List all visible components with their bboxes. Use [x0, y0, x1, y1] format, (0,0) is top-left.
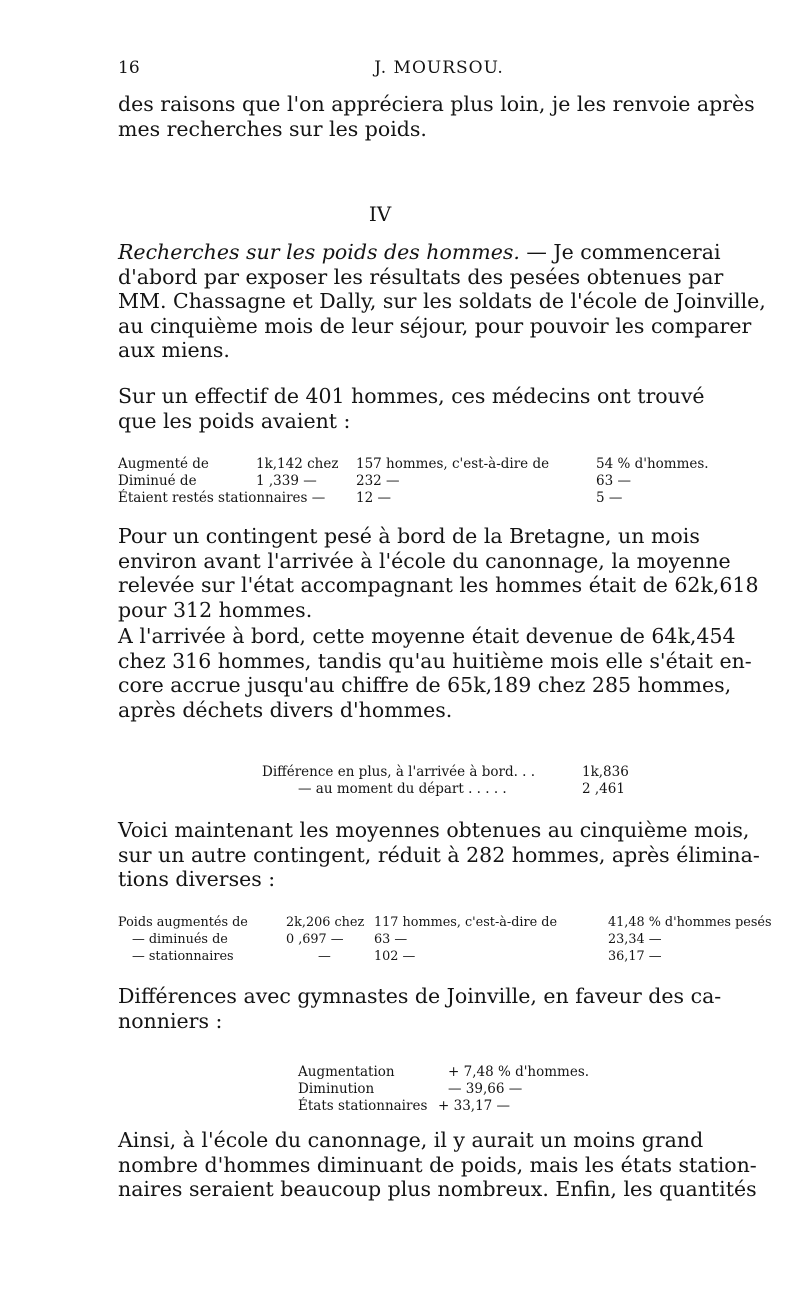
- table-cell: Étaient restés stationnaires —: [118, 490, 326, 506]
- table-row: [118, 473, 778, 490]
- table-row: [118, 914, 778, 931]
- weight-table-2: [118, 914, 778, 965]
- table-cell: Poids augmentés de: [118, 915, 248, 930]
- text-line: environ avant l'arrivée à l'école du canonnage, la moyenne: [118, 548, 731, 573]
- table-cell: 0 ,697 —: [286, 932, 344, 947]
- table-row: [118, 456, 778, 473]
- table-cell: 5 —: [596, 490, 623, 506]
- table-row: [298, 1064, 638, 1081]
- table-cell: + 7,48 % d'hommes.: [448, 1064, 590, 1080]
- weight-table-1: [118, 456, 778, 507]
- section-paragraph: [118, 240, 766, 363]
- intro-paragraph: [118, 92, 760, 141]
- table-cell: 54 % d'hommes.: [596, 456, 709, 472]
- table-cell: 2 ,461: [582, 781, 625, 797]
- text-line: au cinquième mois de leur séjour, pour pouvoir les comparer: [118, 313, 752, 338]
- text-line: nombre d'hommes diminuant de poids, mais les états station-: [118, 1152, 757, 1177]
- table-row: [118, 931, 778, 948]
- text-line: [118, 240, 760, 265]
- table-cell: Différence en plus, à l'arrivée à bord. . .: [262, 764, 536, 780]
- text-line: Voici maintenant les moyennes obtenues au cinquième mois,: [118, 818, 750, 842]
- table-cell: 23,34 —: [608, 932, 662, 947]
- text-line: que les poids avaient :: [118, 408, 351, 433]
- table-row: [118, 948, 778, 965]
- table-cell: 1 ,339 —: [256, 473, 317, 489]
- paragraph: [118, 984, 760, 1033]
- table-cell: États stationnaires: [298, 1098, 428, 1114]
- table-cell: 12 —: [356, 490, 391, 506]
- table-cell: 117 hommes, c'est-à-dire de: [374, 915, 558, 930]
- text-line: tions diverses :: [118, 867, 276, 891]
- text-line: après déchets divers d'hommes.: [118, 697, 453, 722]
- table-cell: 157 hommes, c'est-à-dire de: [356, 456, 550, 472]
- table-cell: Augmenté de: [118, 456, 209, 472]
- running-title: J. MOURSOU.: [374, 58, 504, 78]
- table-cell: Augmentation: [298, 1064, 395, 1080]
- table-cell: Diminué de: [118, 473, 197, 489]
- table-row: [262, 781, 702, 798]
- section-title: Recherches sur les poids des hommes.: [118, 240, 520, 264]
- page-number: 16: [118, 58, 140, 78]
- paragraph: [118, 524, 760, 622]
- table-row: [118, 490, 778, 507]
- text-line: relevée sur l'état accompagnant les hommes était de 62k,618: [118, 573, 759, 597]
- table-cell: 36,17 —: [608, 949, 662, 964]
- text-line: core accrue jusqu'au chiffre de 65k,189 chez 285 hommes,: [118, 673, 732, 697]
- text-line: MM. Chassagne et Dally, sur les soldats de l'école de Joinville,: [118, 289, 766, 313]
- text-line: chez 316 hommes, tandis qu'au huitième mois elle s'était en-: [118, 648, 752, 673]
- table-cell: — diminués de: [132, 932, 228, 947]
- paragraph: [118, 1128, 760, 1202]
- table-cell: 63 —: [596, 473, 631, 489]
- table-cell: — stationnaires: [132, 949, 234, 964]
- running-header: [118, 58, 760, 82]
- text-line: Pour un contingent pesé à bord de la Bretagne, un mois: [118, 524, 700, 548]
- table-row: [298, 1081, 638, 1098]
- table-cell: 102 —: [374, 949, 416, 964]
- text-line: aux miens.: [118, 338, 230, 362]
- table-cell: 41,48 % d'hommes pesés: [608, 915, 772, 930]
- text-line: pour 312 hommes.: [118, 597, 313, 622]
- text-line: Sur un effectif de 401 hommes, ces médecins ont trouvé: [118, 384, 705, 408]
- table-cell: —: [318, 949, 331, 964]
- text-line: nonniers :: [118, 1008, 223, 1033]
- table-cell: — 39,66 —: [448, 1081, 523, 1097]
- table-cell: — au moment du départ . . . . .: [298, 781, 507, 797]
- table-cell: Diminution: [298, 1081, 375, 1097]
- paragraph: [118, 818, 760, 892]
- table-cell: 63 —: [374, 932, 408, 947]
- text-line: sur un autre contingent, réduit à 282 hommes, après élimina-: [118, 842, 760, 867]
- comparison-table: [298, 1064, 638, 1115]
- paragraph: [118, 624, 760, 722]
- text-line: mes recherches sur les poids.: [118, 116, 427, 141]
- difference-table: [262, 764, 702, 798]
- text-line: Ainsi, à l'école du canonnage, il y aurait un moins grand: [118, 1128, 704, 1152]
- text-line: — Je commencerai: [519, 240, 721, 264]
- table-cell: 2k,206 chez: [286, 915, 365, 930]
- text-line: des raisons que l'on appréciera plus loin, je les renvoie après: [118, 92, 755, 116]
- table-cell: + 33,17 —: [438, 1098, 511, 1114]
- table-row: [298, 1098, 638, 1115]
- text-line: A l'arrivée à bord, cette moyenne était devenue de 64k,454: [118, 624, 736, 648]
- table-cell: 232 —: [356, 473, 400, 489]
- text-line: Différences avec gymnastes de Joinville, en faveur des ca-: [118, 984, 722, 1008]
- text-line: naires seraient beaucoup plus nombreux. Enfin, les quantités: [118, 1177, 757, 1201]
- section-number: IV: [368, 202, 392, 226]
- paragraph: [118, 384, 760, 433]
- table-cell: 1k,836: [582, 764, 629, 780]
- text-line: d'abord par exposer les résultats des pesées obtenues par: [118, 264, 724, 289]
- table-row: [262, 764, 702, 781]
- table-cell: 1k,142 chez: [256, 456, 339, 472]
